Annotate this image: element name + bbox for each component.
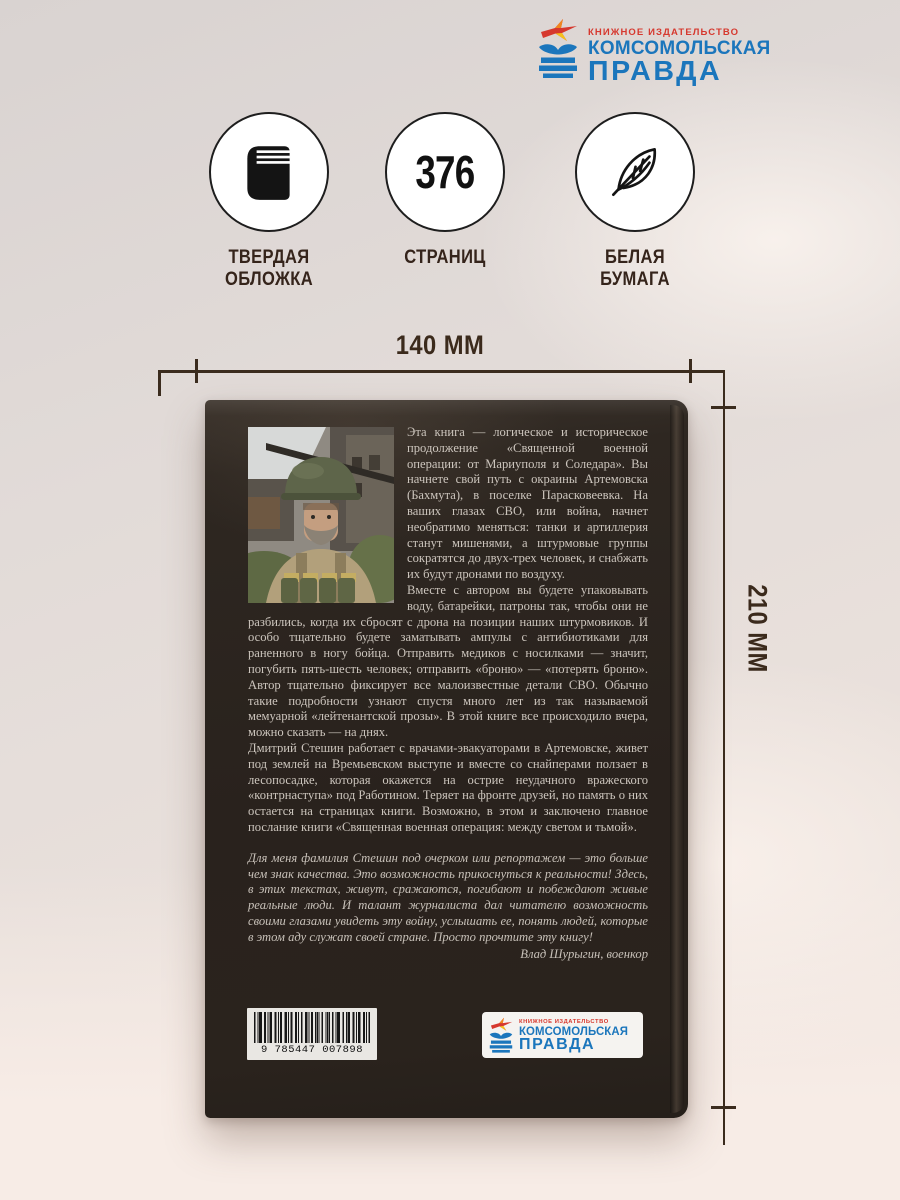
width-dimension-line <box>158 370 725 373</box>
review-quote: Для меня фамилия Стешин под очерком или репортажем — это больше чем знак качества. Это возможность прикоснуться к реальности! Здесь, в этих текстах, живут, сражаются, погибают и побеждают живые реальные люди. И талант журналиста дал читателю возможность своими глазами увидеть эту войну, услышать ее, понять людей, которые в этом аду служат своей стране. Просто прочтите эту книгу! <box>248 850 648 944</box>
dimension-tick <box>195 359 198 383</box>
publisher-name-line2: ПРАВДА <box>588 55 723 86</box>
dimension-tick <box>711 1106 736 1109</box>
badge-hardcover <box>209 112 329 232</box>
barcode-bars <box>254 1012 370 1043</box>
annotation-paragraph-1: Эта книга — логическое и историческое продолжение «Священной военной операции: от Мариуполя и Соледара». Вы начнете свой путь с окраины Артемовска (Бахмута), в поселке Парасковеевка. На ваших глазах СВО, или война, начнет необратимо меняться: танки и артиллерия станут мишенями, а штурмовые группы сократятся до двух-трех человек, и снабжать их будут дронами по воздуху. <box>407 425 648 582</box>
publisher-name-line1: КОМСОМОЛЬСКАЯ <box>588 37 771 59</box>
label-hardcover: ТВЕРДАЯ ОБЛОЖКА <box>225 247 313 290</box>
badge-white-paper <box>575 112 695 232</box>
review-author: Влад Шурыгин, военкор <box>520 946 648 961</box>
dimension-corner-left <box>158 370 161 396</box>
publisher-sub-label: КНИЖНОЕ ИЗДАТЕЛЬСТВО <box>588 27 740 38</box>
width-dimension-label: 140 ММ <box>395 330 485 360</box>
annotation-paragraph-2: Вместе с автором вы будете упаковывать воду, батарейки, патроны так, чтобы они не разбились, когда их сбросят с дрона на позиции наших штурмовиков. И особо тщательно будете заматывать ампулы с антибиотиками для раненного в ногу бойца. Отправить медиков с носилками — значит, погубить пять-шесть человек; отправить «броню» — «потерять броню». Автор тщательно фиксирует все малоизвестные детали СВО. Обычно такие подробности узнают спустя много лет из так называемой мемуарной «лейтенантской прозы». В этой книге все происходило вчера, можно сказать — на днях. <box>248 582 648 740</box>
publisher-bird-book-icon <box>536 18 580 80</box>
publisher-logo <box>536 18 776 84</box>
publisher-logo-small: КНИЖНОЕ ИЗДАТЕЛЬСТВО КОМСОМОЛЬСКАЯ ПРАВДА <box>482 1012 643 1058</box>
height-dimension-line <box>723 370 726 1145</box>
book-back-cover <box>205 400 688 1118</box>
back-cover-text <box>248 425 648 962</box>
barcode-number: 9 785447 007898 <box>260 1044 363 1056</box>
badge-pages <box>385 112 505 232</box>
annotation-paragraph-3: Дмитрий Стешин работает с врачами-эвакуаторами в Артемовске, живет под землей на Времьевском выступе и вместе со снайперами ползает в лесопосадке, которая окажется на острие неудачного вражеского «контрнаступа» под Работином. Теряет на фронте друзей, но память о них остается на страницах книги. Возможно, в этом и заключено главное послание книги «Священная военная операция: между светом и тьмой». <box>248 740 648 834</box>
book-icon <box>236 139 302 205</box>
barcode <box>247 1008 377 1060</box>
label-white-paper: БЕЛАЯ БУМАГА <box>600 247 670 290</box>
dimension-tick <box>689 359 692 383</box>
author-photo <box>248 427 394 603</box>
dimension-tick <box>711 406 736 409</box>
label-pages: СТРАНИЦ <box>404 247 486 268</box>
feather-icon <box>602 139 668 205</box>
publisher-bird-book-icon <box>488 1017 514 1054</box>
pages-count: 376 <box>415 146 475 198</box>
height-dimension-label: 210 ММ <box>742 584 773 673</box>
